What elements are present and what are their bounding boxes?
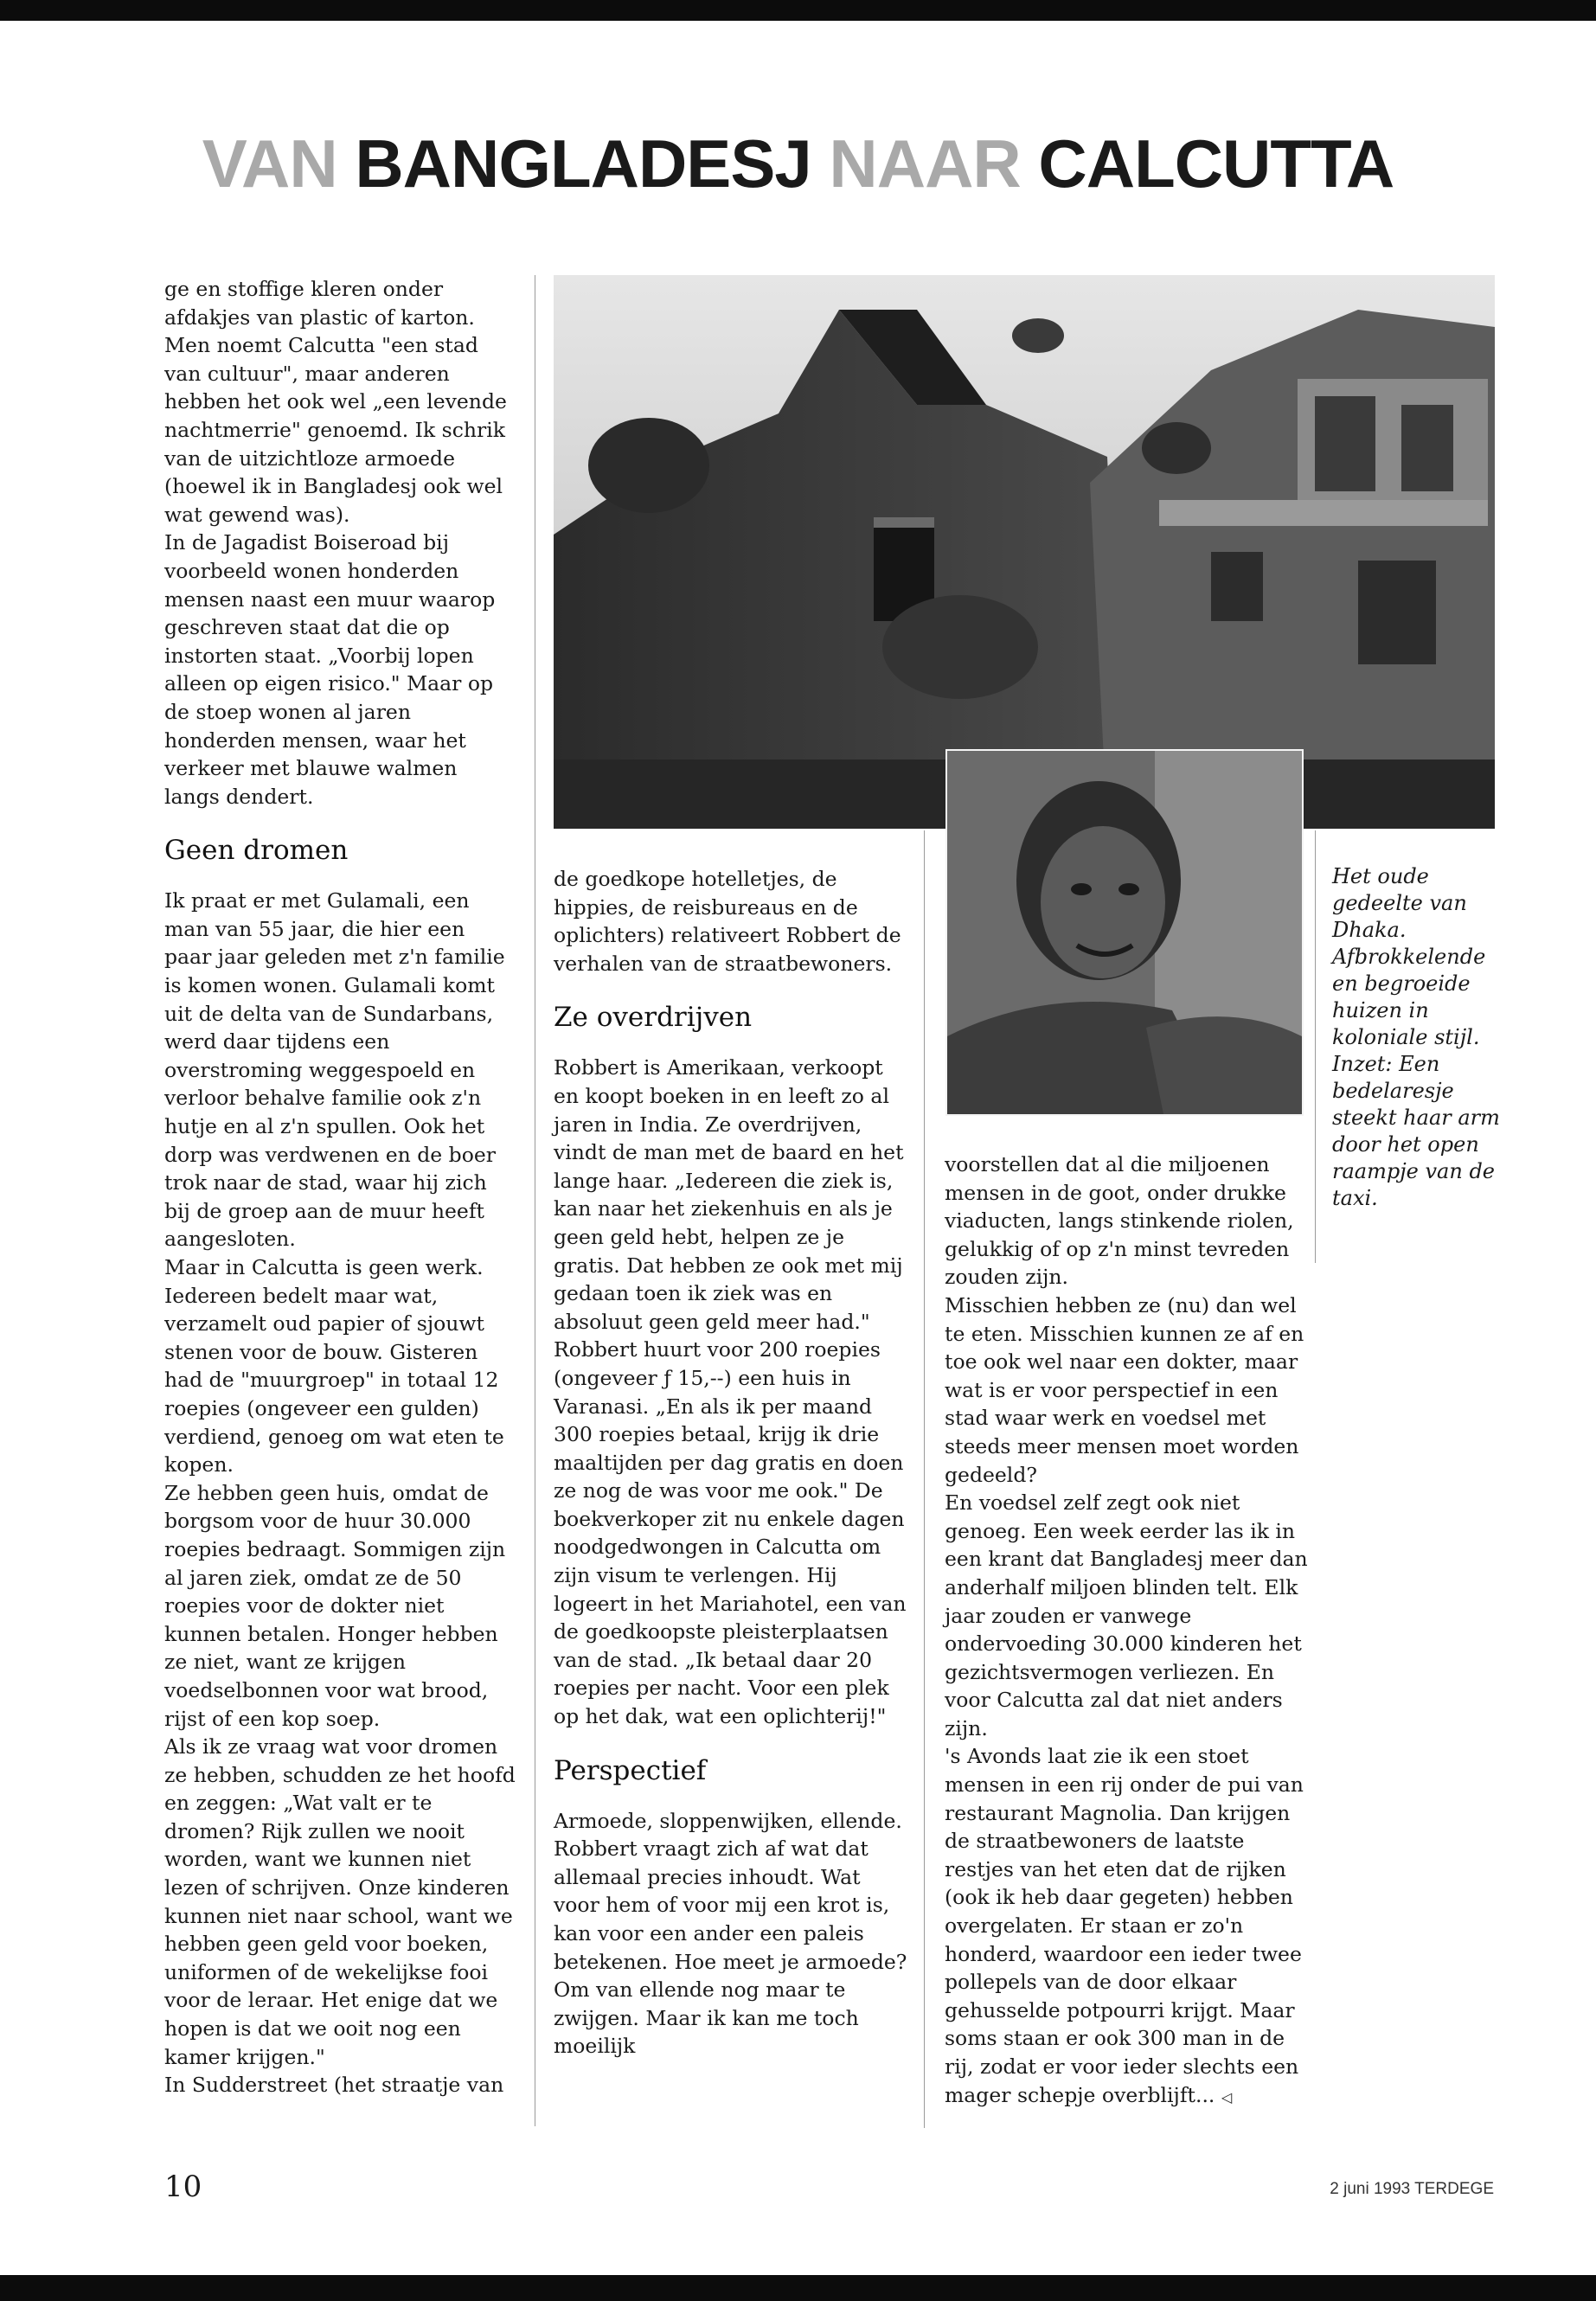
photo-caption: Het oude gedeelte van Dhaka. Afbrokkelende en begroeide huizen in koloniale stijl. Inzet: Een bedelaresje steekt haar arm door het open raampje van de taxi. — [1332, 864, 1500, 1210]
column2-paragraph: de goedkope hotelletjes, de hippies, de reisbureaus en de oplichters) relativeert Robbert de verhalen van de straatbewoners. — [554, 867, 901, 976]
headline-part-bangladesj: BANGLADESJ — [355, 125, 811, 202]
issue-date-magazine: 2 juni 1993 TERDEGE — [1330, 2180, 1494, 2198]
column2-paragraph: Robbert is Amerikaan, verkoopt en koopt boeken in en leeft zo al jaren in India. Ze overdrijven, vindt de man met de baard en het lange haar. „Iedereen die ziek is, kan naar het ziekenhuis en als je geen geld hebt, helpen ze je gratis. Dat hebben ze ook met mij gedaan toen ik ziek was en absoluut geen geld meer had." — [554, 1055, 904, 1334]
photo-illustration — [554, 275, 1495, 829]
headline-part-van: VAN — [202, 125, 356, 202]
column-divider — [924, 830, 925, 2128]
article-column-2 — [554, 865, 908, 2061]
column-divider — [1315, 830, 1316, 1263]
end-mark-icon: ◁ — [1221, 2088, 1233, 2106]
column1-paragraph: Als ik ze vraag wat voor dromen ze hebben, schudden ze het hoofd en zeggen: „Wat valt er te dromen? Rijk zullen we nooit worden, want we kunnen niet lezen of schrijven. Onze kinderen kunnen niet naar school, want we hebben geen geld voor boeken, uniformen of de wekelijkse fooi voor de leraar. Het enige dat we hopen is dat we ooit nog een kamer krijgen." — [164, 1734, 516, 2069]
page-headline — [0, 125, 1596, 202]
bottom-border — [0, 2275, 1596, 2301]
section-heading-perspectief: Perspectief — [554, 1754, 707, 1786]
column3-paragraph: En voedsel zelf zegt ook niet genoeg. Een week eerder las ik in een krant dat Bangladesj meer dan anderhalf miljoen blinden telt. Elk jaar zouden er vanwege ondervoeding 30.000 kinderen het gezichtsvermogen verliezen. En voor Calcutta zal dat niet anders zijn. — [945, 1490, 1308, 1740]
top-border — [0, 0, 1596, 21]
column2-paragraph: Armoede, sloppenwijken, ellende. Robbert vraagt zich af wat dat allemaal precies inhoudt. Wat voor hem of voor mij een krot is, kan voor een ander een paleis betekenen. Hoe meet je armoede? Om van ellende nog maar te zwijgen. Maar ik kan me toch moeilijk — [554, 1808, 907, 2059]
photo-old-dhaka-buildings — [554, 275, 1495, 829]
column1-paragraph: Maar in Calcutta is geen werk. Iedereen bedelt maar wat, verzamelt oud papier of sjouwt stenen voor de bouw. Gisteren had de "muurgroep" in totaal 12 roepies (ongeveer een gulden) verdiend, genoeg om wat eten te kopen. — [164, 1255, 504, 1477]
inset-illustration — [947, 751, 1302, 1114]
column1-paragraph: ge en stoffige kleren onder afdakjes van plastic of karton. Men noemt Calcutta "een stad van cultuur", maar anderen hebben het ook wel „een levende nachtmerrie" genoemd. Ik schrik van de uitzichtloze armoede (hoewel ik in Bangladesj ook wel wat gewend was). — [164, 277, 507, 527]
section-heading-geen-dromen: Geen dromen — [164, 835, 349, 867]
column1-paragraph: Ze hebben geen huis, omdat de borgsom voor de huur 30.000 roepies bedraagt. Sommigen zijn al jaren ziek, omdat ze de 50 roepies voor de dokter niet kunnen betalen. Honger hebben ze niet, want ze krijgen voedselbonnen voor wat brood, rijst of een kop soep. — [164, 1480, 506, 1731]
column1-paragraph: Ik praat er met Gulamali, een man van 55 jaar, die hier een paar jaar geleden met z'n familie is komen wonen. Gulamali komt uit de delta van de Sundarbans, werd daar tijdens een overstroming weggespoeld en verloor behalve familie ook z'n hutje en al z'n spullen. Ook het dorp was verdwenen en de boer trok naar de stad, waar hij zich bij de groep aan de muur heeft aangesloten. — [164, 888, 505, 1252]
column3-paragraph: voorstellen dat al die miljoenen mensen in de goot, onder drukke viaducten, langs stinkende riolen, gelukkig of op z'n minst tevreden zouden zijn. — [945, 1152, 1294, 1290]
section-heading-ze-overdrijven: Ze overdrijven — [554, 1002, 753, 1034]
column1-paragraph: In Sudderstreet (het straatje van — [164, 2073, 504, 2098]
photo-inset-begging-girl — [945, 749, 1304, 1116]
page-number: 10 — [164, 2170, 202, 2204]
article-column-1 — [164, 275, 516, 2099]
headline-part-naar: NAAR — [811, 125, 1039, 202]
article-column-3 — [945, 1150, 1308, 2112]
column2-paragraph: Robbert huurt voor 200 roepies (ongeveer ƒ 15,--) een huis in Varanasi. „En als ik per maand 300 roepies betaal, krijg ik drie maaltijden per dag gratis en doen ze nog de was voor me ook." De boekverkoper zit nu enkele dagen noodgedwongen in Calcutta om zijn visum te verlengen. Hij logeert in het Mariahotel, een van de goedkoopste pleisterplaatsen van de stad. „Ik betaal daar 20 roepies per nacht. Voor een plek op het dak, wat een oplichterij!" — [554, 1337, 907, 1729]
headline-part-calcutta: CALCUTTA — [1038, 125, 1394, 202]
column3-paragraph — [945, 1742, 1308, 2112]
column3-paragraph: Misschien hebben ze (nu) dan wel te eten. Misschien kunnen ze af en toe ook wel naar een dokter, maar wat is er voor perspectief in een stad waar werk en voedsel met steeds meer mensen moet worden gedeeld? — [945, 1292, 1304, 1487]
column1-paragraph: In de Jagadist Boiseroad bij voorbeeld wonen honderden mensen naast een muur waarop geschreven staat dat die op instorten staat. „Voorbij lopen alleen op eigen risico." Maar op de stoep wonen al jaren honderden mensen, waar het verkeer met blauwe walmen langs dendert. — [164, 530, 496, 809]
column3-last-text: 's Avonds laat zie ik een stoet mensen in een rij onder de pui van restaurant Magnolia. Dan krijgen de straatbewoners de laatste restjes van het eten dat de rijken (ook ik heb daar gegeten) hebben overgelaten. Er staan er zo'n honderd, waardoor een ieder twee pollepels van de door elkaar gehusselde potpourri krijgt. Maar soms staan er ook 300 man in de rij, zodat er voor ieder slechts een mager schepje overblijft... — [945, 1744, 1304, 2107]
